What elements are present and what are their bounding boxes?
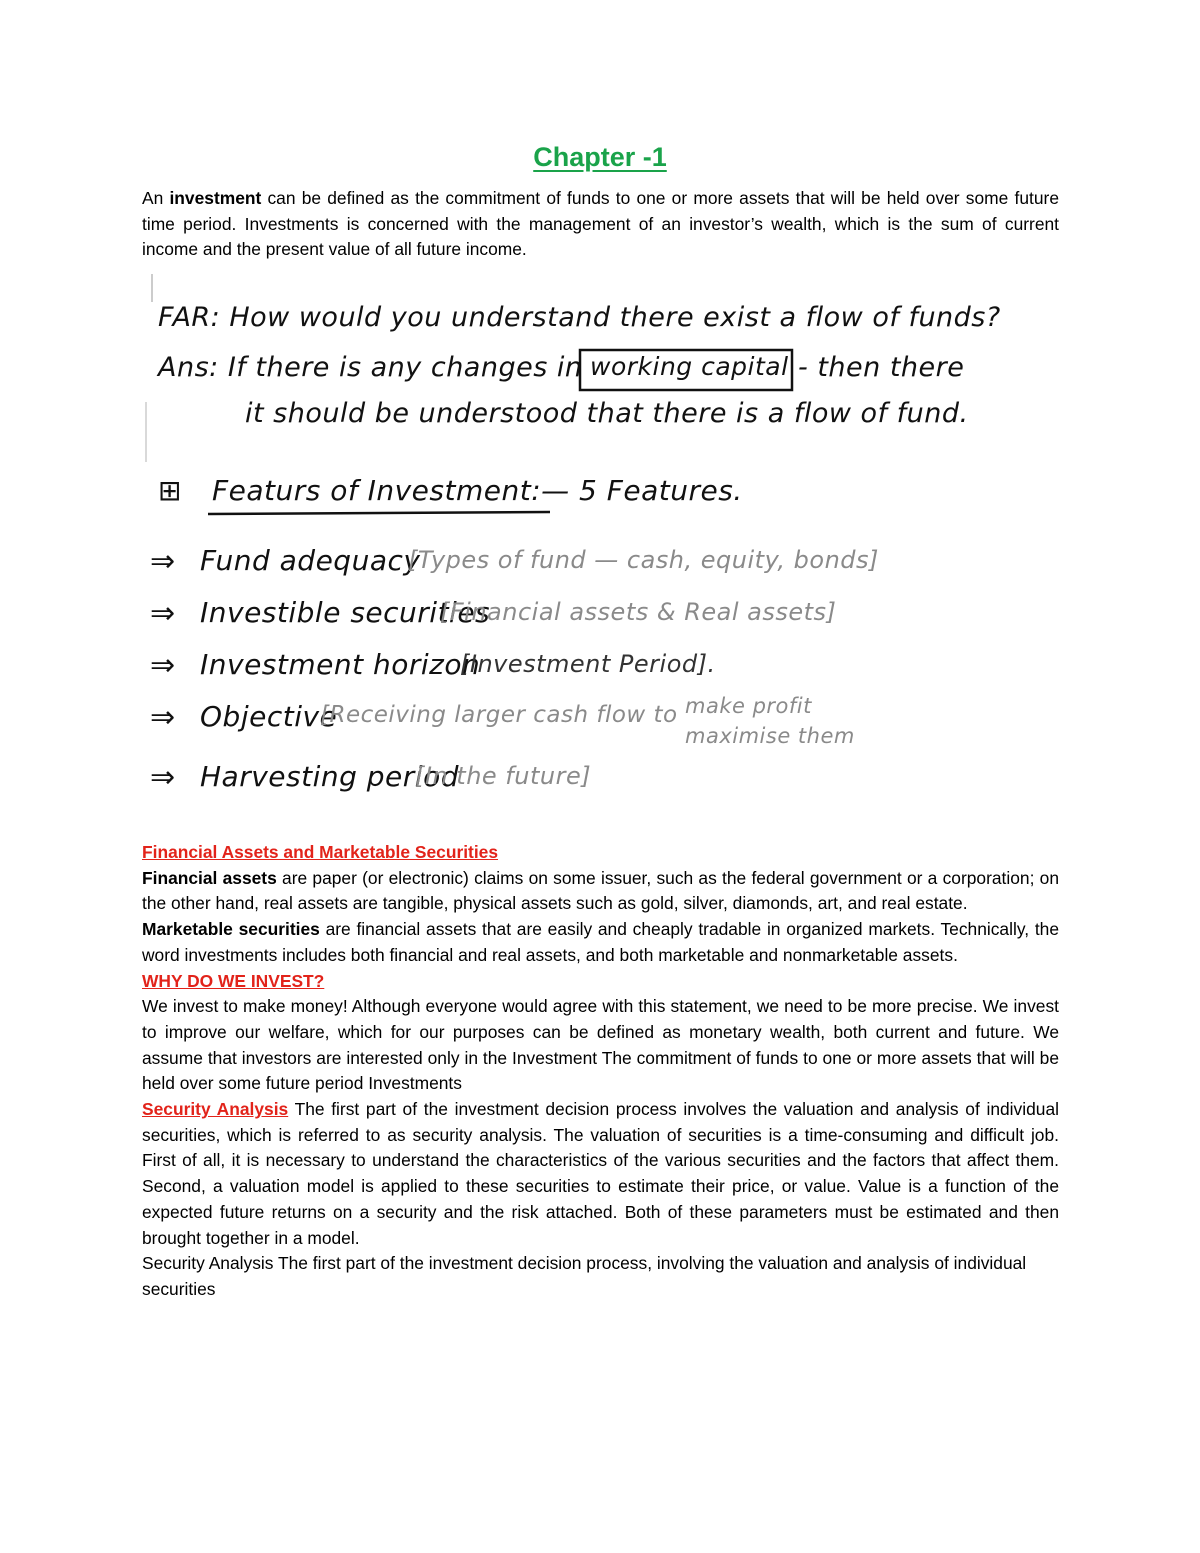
security-analysis-definition: Security Analysis The first part of the investment decision process, involving the valuation and analysis of individual securities [142, 1253, 1027, 1299]
feature-label: Harvesting period [200, 760, 459, 793]
feature-note: [Types of fund — cash, equity, bonds] [408, 546, 879, 574]
why-invest-text: We invest to make money! Although everyone would agree with this statement, we need to be more precise. We invest to improve our welfare, which for our purposes can be defined as monetary wealth, both current and future. We assume that investors are interested only in the Investment The commitment of funds to one or more assets that will be held over some future period Investments [142, 996, 1059, 1094]
financial-assets-section [142, 840, 1059, 1303]
marketable-securities-text: are financial assets that are easily and cheaply tradable in organized markets. Technically, the word investments includes both financial and real assets, and both marketable and nonmarketable assets. [142, 919, 1059, 965]
chapter-title: Chapter -1 [533, 142, 667, 172]
features-mark-icon: ⊞ [158, 474, 182, 507]
arrow-icon: ⇒ [150, 544, 176, 579]
answer-line-1a: Ans: If there is any changes in [158, 352, 583, 383]
feature-label: Investible securities [200, 596, 491, 629]
intro-bold-word: investment [169, 188, 262, 208]
intro-paragraph [142, 186, 1059, 263]
marketable-securities-term: Marketable securities [142, 919, 320, 940]
answer-line-2: it should be understood that there is a flow of fund. [245, 398, 969, 429]
financial-assets-heading: Financial Assets and Marketable Securities [142, 842, 499, 862]
feature-note: [In the future] [415, 762, 592, 790]
handwritten-notes-image [140, 262, 1040, 832]
feature-label: Fund adequacy [200, 544, 421, 577]
feature-note: [Receiving larger cash flow to [320, 702, 678, 728]
security-analysis-heading: Security Analysis [142, 1099, 289, 1120]
features-underline [208, 512, 550, 514]
answer-line-1b: - then there [798, 352, 965, 383]
feature-label: Investment horizon [200, 648, 481, 681]
security-analysis-text: The first part of the investment decision process involves the valuation and analysis of individual securities, which is referred to as security analysis. The valuation of securities is a time-consuming and difficult job. First of all, it is necessary to understand the characteristics of the various securities and the factors that affect them. Second, a valuation model is applied to these securities to estimate their price, or value. Value is a function of the expected future returns on a security and the risk attached. Both of these parameters must be estimated and then brought together in a model. [142, 1099, 1059, 1248]
arrow-icon: ⇒ [150, 760, 176, 795]
financial-assets-term: Financial assets [142, 867, 277, 888]
arrow-icon: ⇒ [150, 596, 176, 631]
why-invest-heading: WHY DO WE INVEST? [142, 970, 325, 991]
intro-rest: can be defined as the commitment of funds to one or more assets that will be held over some future time period. Investments is concerned with the management of an investor’s wealth, which is the sum of current income and the present value of all future income. [142, 188, 1059, 260]
feature-note-2: make profit [685, 694, 812, 718]
features-title: Featurs of Investment:— 5 Features. [212, 474, 743, 507]
intro-lead: An [142, 188, 170, 208]
feature-note: [Financial assets & Real assets] [440, 598, 837, 626]
far-question: FAR: How would you understand there exist a flow of funds? [158, 302, 1001, 333]
feature-note: [Investment Period]. [460, 650, 716, 678]
feature-label: Objective [200, 700, 338, 733]
feature-note-3: maximise them [685, 724, 855, 748]
financial-assets-text: are paper (or electronic) claims on some issuer, such as the federal government or a corporation; on the other hand, real assets are tangible, physical assets such as gold, silver, diamonds, art, and real estate. [142, 867, 1059, 914]
arrow-icon: ⇒ [150, 648, 176, 683]
arrow-icon: ⇒ [150, 700, 176, 735]
answer-boxed: working capital [590, 352, 789, 381]
